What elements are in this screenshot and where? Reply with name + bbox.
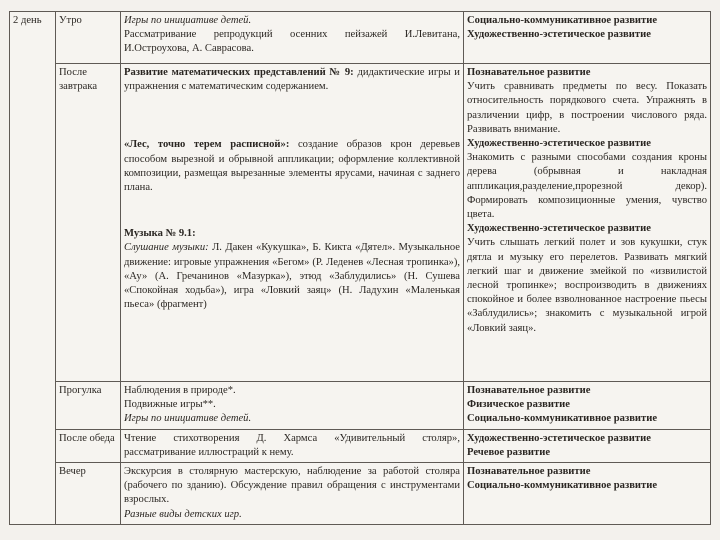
activities-cell: [121, 429, 464, 462]
activities-cell: [121, 382, 464, 430]
art-goal: Знакомить с разными способами создания кроны дерева (обрывная и накладная аппликация,разделение,прорезной декор). Формировать композиционные умения, чувство цвета.: [467, 152, 707, 221]
math-goal: Учить сравнивать предметы по весу. Показать относительность порядкового счета. Упражнять в различении цифр, в построении числового ряда. Развивать внимание.: [467, 81, 707, 135]
activity-games: Разные виды детских игр.: [124, 508, 242, 520]
activity-observation: Наблюдения в природе*.: [124, 385, 236, 396]
activity-excursion: Экскурсия в столярную мастерскую, наблюдение за работой столяра (рабочего по зданию). Обсуждение правил обращения с инструментами взрослых.: [124, 466, 460, 506]
period-evening: Вечер: [59, 466, 86, 478]
areas-cell: [464, 64, 711, 382]
activity-reading: Чтение стихотворения Д. Хармса «Удивительный столяр», рассматривание иллюстраций к нему.: [124, 432, 460, 458]
table-row: [10, 463, 711, 525]
area-label: Физическое развитие: [467, 399, 570, 411]
math-title: Развитие математических представлений № 9:: [124, 67, 354, 78]
period-cell: [56, 382, 121, 430]
area-label: Художественно-эстетическое развитие: [467, 138, 651, 150]
period-cell: [56, 12, 121, 64]
period-cell: [56, 463, 121, 525]
day-cell: [10, 12, 56, 525]
area-label: Художественно-эстетическое развитие: [467, 223, 651, 235]
table-row: [10, 12, 711, 64]
table-row: [10, 382, 711, 430]
art-text: создание образов крон деревьев способом вырезной и обрывной аппликации; оформление коллективной композиции, размещая вырезанные элементы ярусами, начиная с заднего плана.: [124, 139, 460, 194]
activity-free-play: Игры по инициативе детей.: [124, 15, 252, 26]
area-label: Художественно-эстетическое развитие: [467, 432, 651, 444]
area-label: Социально-коммуникативное развитие: [467, 413, 658, 425]
activity-outdoor-games: Подвижные игры**.: [124, 399, 216, 411]
table-row: [10, 64, 711, 382]
art-title: «Лес, точно терем расписной»:: [124, 139, 290, 151]
activities-cell: [121, 12, 464, 64]
activity-paintings: Рассматривание репродукций осенних пейзажей И.Левитана, И.Остроухова, А. Саврасова.: [124, 29, 460, 55]
area-label: Социально-коммуникативное развитие: [467, 480, 658, 492]
period-morning: Утро: [59, 15, 82, 26]
areas-cell: [464, 12, 711, 64]
period-cell: [56, 64, 121, 382]
activities-cell: [121, 64, 464, 382]
areas-cell: [464, 429, 711, 462]
area-label: Речевое развитие: [467, 446, 551, 458]
music-goal: Учить слышать легкий полет и зов кукушки, стук дятла и музыку его перелетов. Развивать мягкий легкий шаг и движение змейкой по «извилистой лесной тропинке»; воспроизводить в движениях спокойное и более взволнованное настроение пьесы «Заблудились»; знакомить с музыкальной игрой «Ловкий заяц».: [467, 237, 707, 334]
area-label: Художественно-эстетическое развитие: [467, 29, 651, 41]
area-label: Познавательное развитие: [467, 466, 591, 478]
period-walk: Прогулка: [59, 385, 102, 396]
daily-plan-table: [9, 11, 711, 525]
area-label: Познавательное развитие: [467, 385, 591, 396]
period-after-breakfast: После завтрака: [59, 67, 98, 93]
period-cell: [56, 429, 121, 462]
music-title: Музыка № 9.1:: [124, 228, 196, 240]
table-row: [10, 429, 711, 462]
area-label: Социально-коммуникативное развитие: [467, 15, 658, 26]
music-text: Л. Дакен «Кукушка», Б. Кикта «Дятел». Музыкальное движение: игровые упражнения «Бегом» (Р. Леденев «Лесная тропинка»), «Ау» (А. Гречанинов «Мазурка»), этюд «Заблудились» (Н. Сушева «Спокойная ходьба»), игра «Ловкий заяц» (Н. Ладухин «Маленькая пьеса» (фрагмент): [124, 242, 460, 311]
music-listen-label: Слушание музыки:: [124, 242, 209, 254]
areas-cell: [464, 382, 711, 430]
area-label: Познавательное развитие: [467, 67, 591, 78]
activities-cell: [121, 463, 464, 525]
math-text: дидактические игры и упражнения с математическим содержанием.: [124, 67, 460, 93]
day-label: 2 день: [13, 15, 42, 26]
activity-free-play: Игры по инициативе детей.: [124, 413, 252, 425]
areas-cell: [464, 463, 711, 525]
period-after-lunch: После обеда: [59, 432, 115, 444]
